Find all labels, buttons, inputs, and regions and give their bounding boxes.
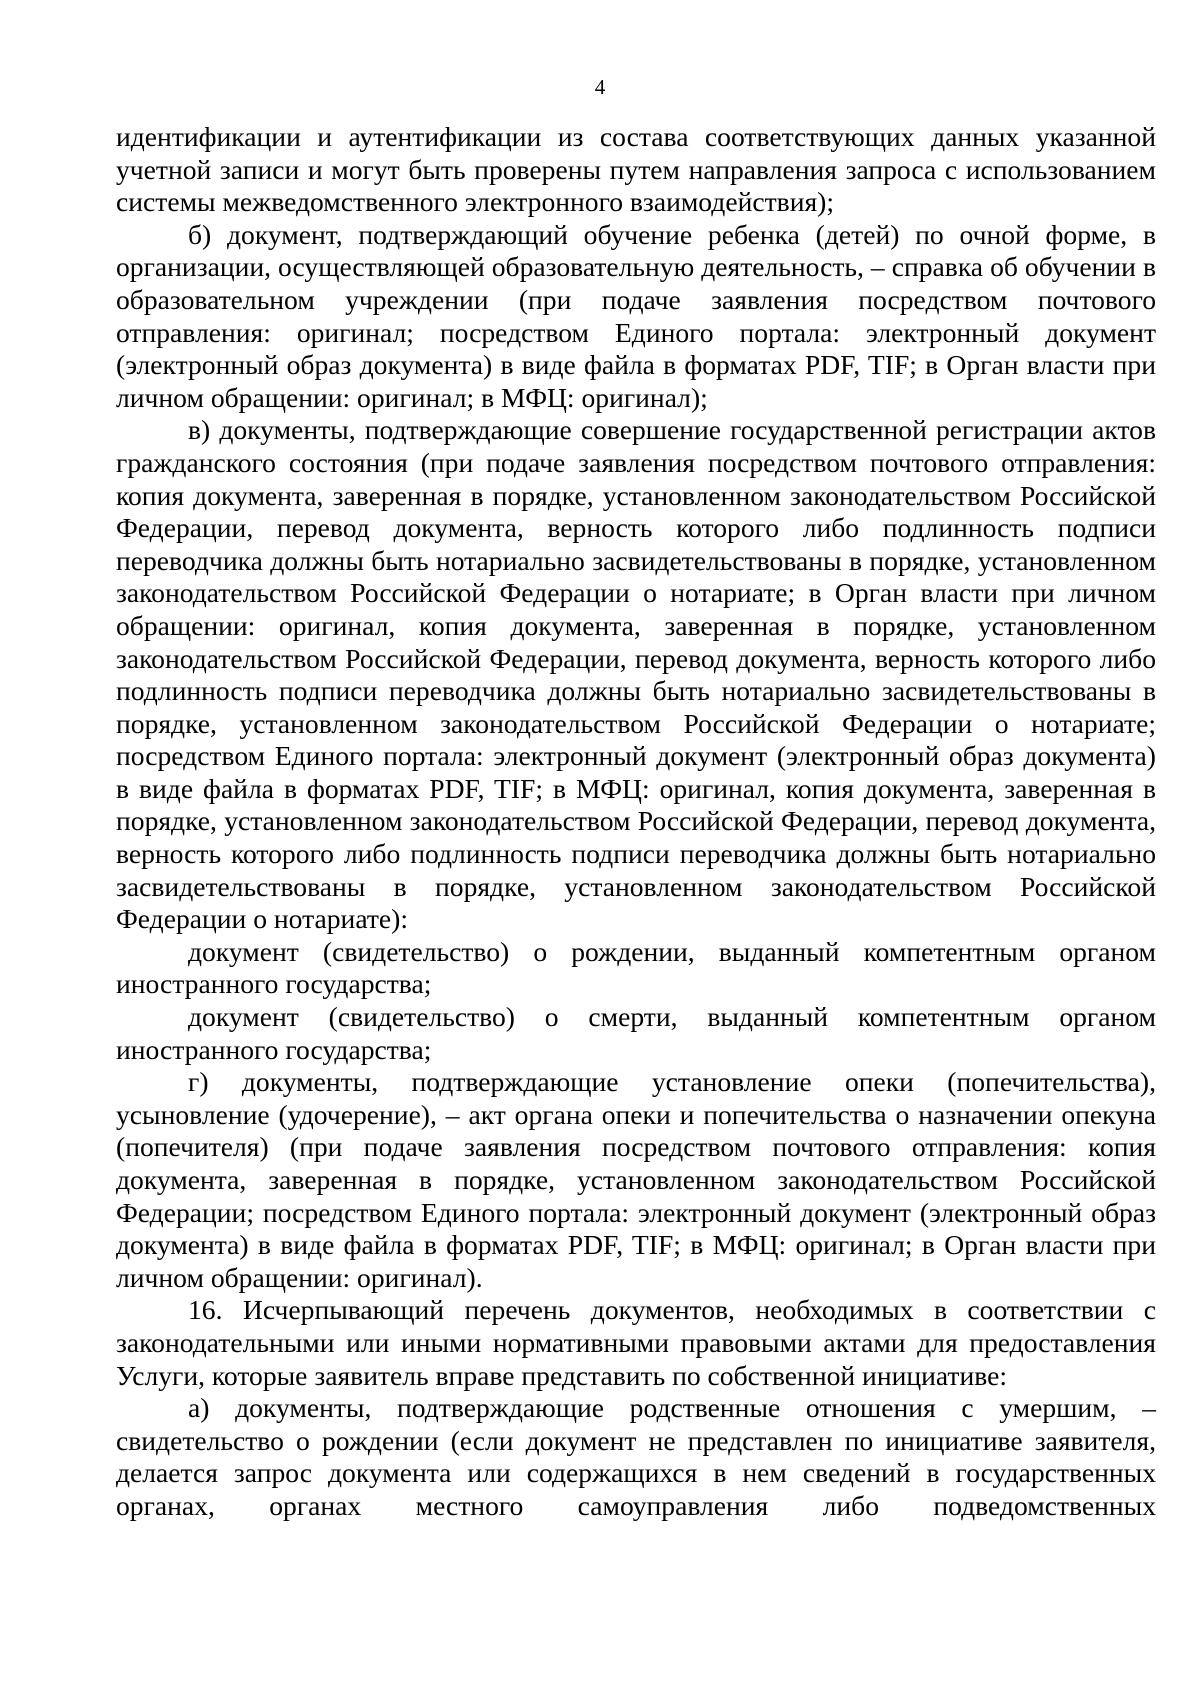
- paragraph-item-v: в) документы, подтверждающие совершение государственной регистрации актов гражданского состояния (при подаче заявления посредством почтового отправления: копия документа, заверенная в порядке, установленном законодательством Российской Федерации, перевод документа, верность которого либо подлинность подписи переводчика должны быть нотариально засвидетельствованы в порядке, установленном законодательством Российской Федерации о нотариате; в Орган власти при личном обращении: оригинал, копия документа, заверенная в порядке, установленном законодательством Российской Федерации, перевод документа, верность которого либо подлинность подписи переводчика должны быть нотариально засвидетельствованы в порядке, установленном законодательством Российской Федерации о нотариате; посредством Единого портала: электронный документ (электронный образ документа) в виде файла в форматах PDF, TIF; в МФЦ: оригинал, копия документа, заверенная в порядке, установленном законодательством Российской Федерации, перевод документа, верность которого либо подлинность подписи переводчика должны быть нотариально засвидетельствованы в порядке, установленном законодательством Российской Федерации о нотариате):: [116, 414, 1156, 935]
- document-body: [116, 121, 1156, 1523]
- paragraph-continuation: идентификации и аутентификации из состава соответствующих данных указанной учетной записи и могут быть проверены путем направления запроса с использованием системы межведомственного электронного взаимодействия);: [116, 121, 1156, 218]
- paragraph-item-g: г) документы, подтверждающие установление опеки (попечительства), усыновление (удочерение), – акт органа опеки и попечительства о назначении опекуна (попечителя) (при подаче заявления посредством почтового отправления: копия документа, заверенная в порядке, установленном законодательством Российской Федерации; посредством Единого портала: электронный документ (электронный образ документа) в виде файла в форматах PDF, TIF; в МФЦ: оригинал; в Орган власти при личном обращении: оригинал).: [116, 1066, 1156, 1293]
- paragraph-section-16: 16. Исчерпывающий перечень документов, необходимых в соответствии с законодательными или иными нормативными правовыми актами для предоставления Услуги, которые заявитель вправе представить по собственной инициативе:: [116, 1294, 1156, 1391]
- paragraph-item-a: а) документы, подтверждающие родственные отношения с умершим, – свидетельство о рождении (если документ не представлен по инициативе заявителя, делается запрос документа или содержащихся в нем сведений в государственных органах, органах местного самоуправления либо подведомственных: [116, 1392, 1156, 1521]
- paragraph-birth-certificate: документ (свидетельство) о рождении, выданный компетентным органом иностранного государства;: [116, 935, 1156, 1000]
- paragraph-death-certificate: документ (свидетельство) о смерти, выданный компетентным органом иностранного государства;: [116, 1001, 1156, 1065]
- paragraph-item-b: б) документ, подтверждающий обучение ребенка (детей) по очной форме, в организации, осуществляющей образовательную деятельность, – справка об обучении в образовательном учреждении (при подаче заявления посредством почтового отправления: оригинал; посредством Единого портала: электронный документ (электронный образ документа) в виде файла в форматах PDF, TIF; в Орган власти при личном обращении: оригинал; в МФЦ: оригинал);: [116, 218, 1156, 413]
- page-number: 4: [594, 75, 606, 99]
